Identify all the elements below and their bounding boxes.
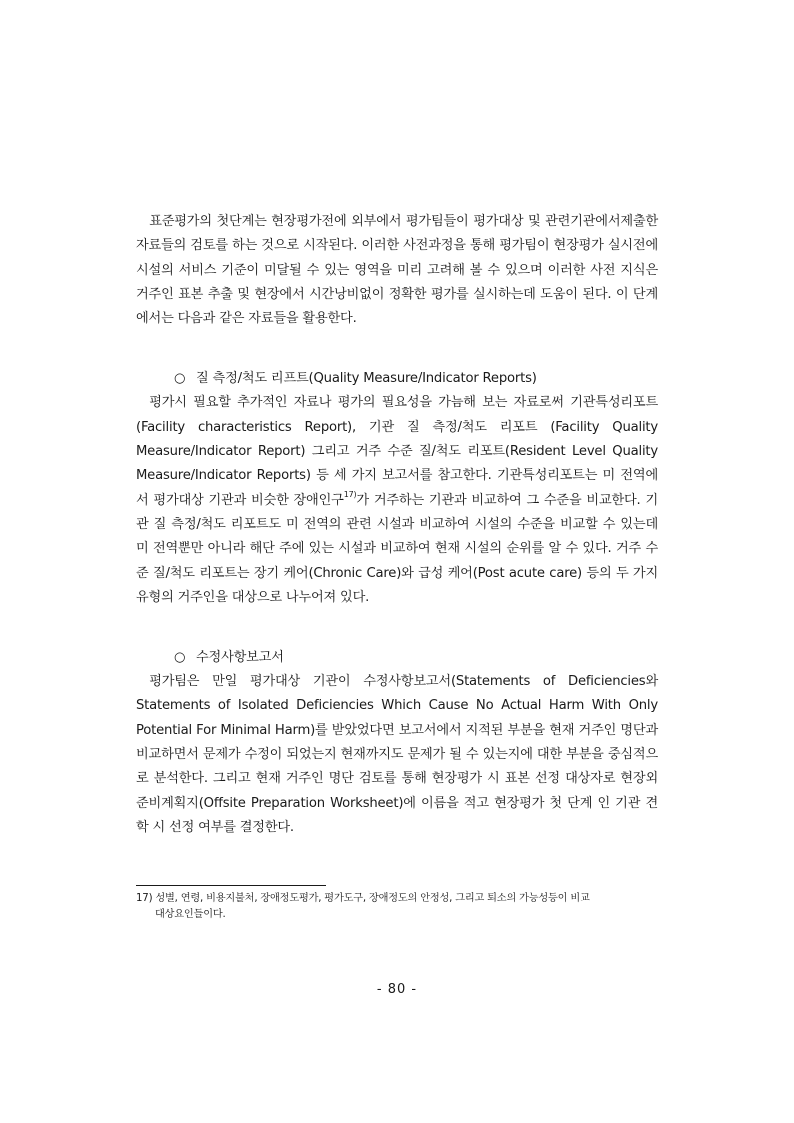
section-heading-text: 수정사항보고서 [196, 650, 284, 666]
footnote-text: 성별, 연령, 비용지불처, 장애정도평가, 평가도구, 장애정도의 안정성, 그리고 퇴소의 가능성등이 비교 [155, 893, 590, 904]
footnote-line [136, 891, 658, 907]
section-heading-text: 질 측정/척도 리프트(Quality Measure/Indicator Reports) [196, 371, 537, 387]
circle-bullet-icon: ○ [174, 650, 186, 666]
quality-reports-paragraph [136, 391, 658, 610]
deficiency-reports-paragraph: 평가팀은 만일 평가대상 기관이 수정사항보고서(Statements of Deficiencies와 Statements of Isolated Deficiencies Which Cause No Actual Harm With Only Potential For Minimal Harm)를 받았었다면 보고서에서 지적된 부분을 현재 거주인 명단과 비교하면서 문제가 수정이 되었는지 현재까지도 문제가 될 수 있는지에 대한 부분을 중심적으로 분석한다. 그리고 현재 거주인 명단 검토를 통해 현장평가 시 표본 선정 대상자로 현장외 준비계획지(Offsite Preparation Worksheet)에 이름을 적고 현장평가 첫 단계 인 기관 견학 시 선정 여부를 결정한다. [136, 674, 658, 835]
spacer [136, 331, 658, 367]
page-number: - 80 - [376, 982, 418, 997]
footnote [136, 891, 658, 923]
footnote-reference[interactable]: 17) [343, 490, 357, 500]
document-body [136, 210, 658, 840]
footnote-marker: 17) [136, 893, 153, 904]
paragraph-text: 평가시 필요할 추가적인 자료나 평가의 필요성을 가늠해 보는 자료로써 기관특성리포트 (Facility characteristics Report), 기관 질 측정/척도 리포트 (Facility Quality Measure/Indicator Report) 그리고 거주 수준 질/척도 리포트(Resident Level Quality Measure/Indicator Reports) 등 세 가지 보고서를 참고한다. 기관특성리포트는 미 전역에서 평가대상 기관과 비슷한 장애인구 [136, 395, 658, 508]
section-heading-deficiency-reports [174, 646, 658, 670]
footnote-continuation: 대상요인들이다. [155, 909, 226, 920]
spacer [136, 610, 658, 646]
circle-bullet-icon: ○ [174, 371, 186, 387]
paragraph-text: 가 거주하는 기관과 비교하여 그 수준을 비교한다. 기관 질 측정/척도 리포트도 미 전역의 관련 시설과 비교하여 시설의 수준을 비교할 수 있는데 미 전역뿐만 아니라 해단 주에 있는 시설과 비교하여 현재 시설의 순위를 알 수 있다. 거주 수준 질/척도 리포트는 장기 케어(Chronic Care)와 급성 케어(Post acute care) 등의 두 가지 유형의 거주인을 대상으로 나누어져 있다. [136, 492, 658, 605]
section-heading-quality-reports [174, 367, 658, 391]
footnote-divider [136, 885, 326, 886]
intro-paragraph: 표준평가의 첫단계는 현장평가전에 외부에서 평가팀들이 평가대상 및 관련기관에서제출한 자료들의 검토를 하는 것으로 시작된다. 이러한 사전과정을 통해 평가팀이 현장평가 실시전에 시설의 서비스 기준이 미달될 수 있는 영역을 미리 고려해 볼 수 있으며 이러한 사전 지식은 거주인 표본 추출 및 현장에서 시간낭비없이 정확한 평가를 실시하는데 도움이 된다. 이 단계에서는 다음과 같은 자료들을 활용한다. [136, 214, 658, 327]
